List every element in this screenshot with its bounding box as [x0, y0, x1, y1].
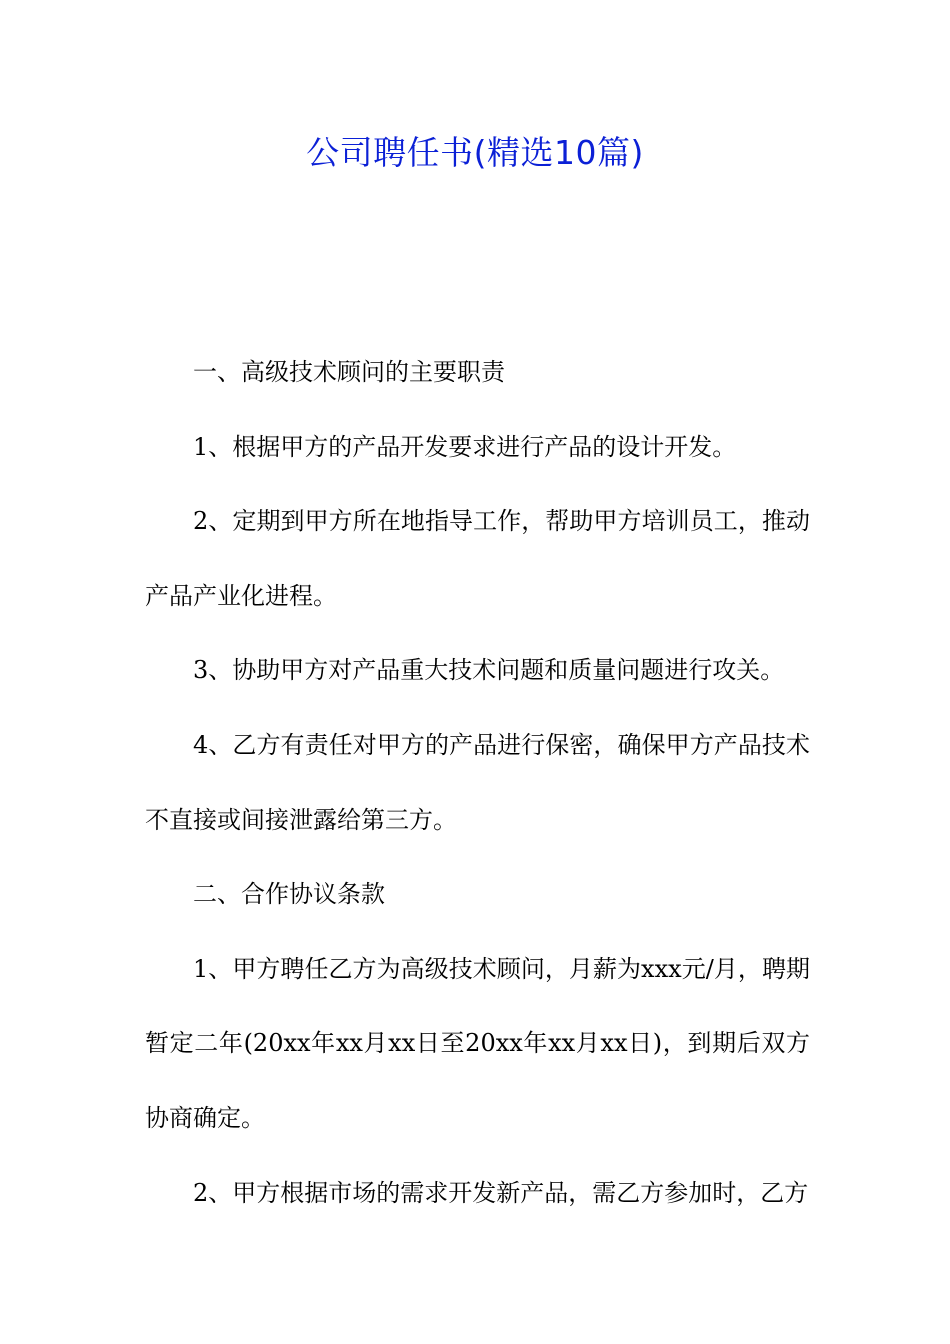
duty-item-3: 3、协助甲方对产品重大技术问题和质量问题进行攻关。: [193, 656, 785, 685]
document-title: 公司聘任书(精选10篇): [306, 133, 644, 172]
duty-item-2: 2、定期到甲方所在地指导工作，帮助甲方培训员工，推动产品产业化进程。: [145, 507, 810, 610]
duty-item-1: 1、根据甲方的产品开发要求进行产品的设计开发。: [193, 432, 737, 461]
document-body: [145, 335, 810, 1230]
term-item-1: 1、甲方聘任乙方为高级技术顾问，月薪为xxx元/月，聘期暂定二年(20xx年xx月xx日至20xx年xx月xx日)，到期后双方协商确定。: [145, 954, 810, 1132]
term-item-2: 2、甲方根据市场的需求开发新产品，需乙方参加时，乙方: [193, 1178, 809, 1207]
section-heading-duties: 一、高级技术顾问的主要职责: [193, 358, 505, 386]
duty-item-4: 4、乙方有责任对甲方的产品进行保密，确保甲方产品技术不直接或间接泄露给第三方。: [145, 730, 810, 834]
section-heading-terms: 二、合作协议条款: [193, 880, 385, 909]
